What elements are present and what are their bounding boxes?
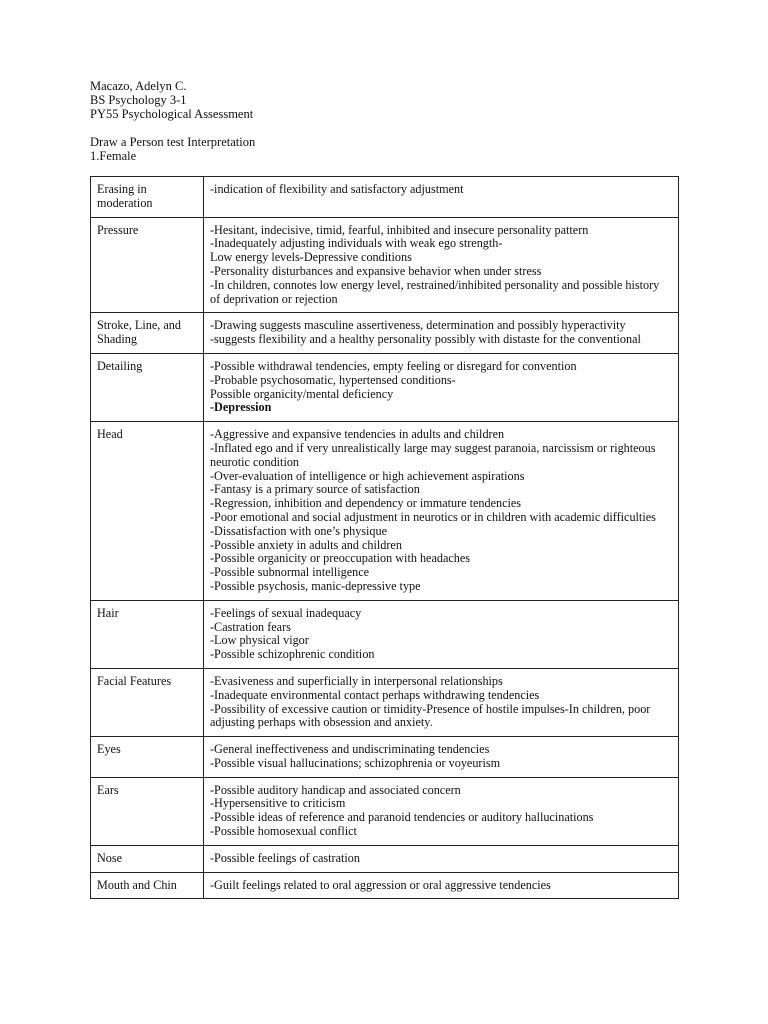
category-cell: Detailing [91,353,204,421]
table-row [91,668,679,736]
interpretation-cell [204,422,679,601]
interpretation-line: -Possible visual hallucinations; schizophrenia or voyeurism [210,755,501,770]
interpretation-line: -Personality disturbances and expansive behavior when under stress [210,263,542,278]
interpretation-line: -Regression, inhibition and dependency or immature tendencies [210,496,522,511]
interpretation-line: -Possible subnormal intelligence [210,565,370,580]
interpretation-line: -Over-evaluation of intelligence or high achievement aspirations [210,468,525,483]
interpretation-table-body [91,177,679,899]
interpretation-line: -Possible ideas of reference and paranoid tendencies or auditory hallucinations [210,810,594,825]
interpretation-line: -Dissatisfaction with one’s physique [210,523,388,538]
interpretation-line: -Inadequately adjusting individuals with weak ego strength- [210,236,503,251]
interpretation-cell [204,668,679,736]
table-row [91,777,679,845]
interpretation-line: -suggests flexibility and a healthy personality possibly with distaste for the conventional [210,332,641,347]
interpretation-line: -Aggressive and expansive tendencies in adults and children [210,427,505,442]
interpretation-line: -Inflated ego and if very unrealistically large may suggest paranoia, narcissism or righteous neurotic condition [210,440,656,469]
interpretation-line: -Possible anxiety in adults and children [210,537,402,552]
interpretation-line: -Possible organicity or preoccupation with headaches [210,551,471,566]
table-row [91,217,679,313]
interpretation-line: -Castration fears [210,619,291,634]
category-cell: Ears [91,777,204,845]
interpretation-cell [204,353,679,421]
category-cell: Head [91,422,204,601]
category-cell: Nose [91,845,204,872]
interpretation-cell [204,737,679,778]
interpretation-line: Low energy levels-Depressive conditions [210,250,412,265]
interpretation-line: -Possibility of excessive caution or timidity-Presence of hostile impulses-In children, poor adjusting perhaps with obsession and anxiety. [210,701,651,730]
category-cell: Stroke, Line, and Shading [91,313,204,354]
interpretation-line: -Hesitant, indecisive, timid, fearful, inhibited and insecure personality pattern [210,222,589,237]
category-cell: Hair [91,600,204,668]
interpretation-line: -General ineffectiveness and undiscriminating tendencies [210,742,490,757]
section-label: 1.Female [90,149,137,163]
table-row [91,313,679,354]
table-row [91,422,679,601]
interpretation-line: -Inadequate environmental contact perhaps withdrawing tendencies [210,687,540,702]
table-row [91,353,679,421]
student-name: Macazo, Adelyn C. [90,79,187,93]
table-row [91,177,679,218]
interpretation-line: -Evasiveness and superficially in interpersonal relationships [210,673,503,688]
table-row [91,872,679,899]
interpretation-line: -Possible schizophrenic condition [210,647,375,662]
interpretation-line: -Possible auditory handicap and associated concern [210,782,461,797]
table-row [91,845,679,872]
interpretation-cell [204,217,679,313]
interpretation-cell [204,845,679,872]
category-cell: Facial Features [91,668,204,736]
interpretation-line: -Poor emotional and social adjustment in neurotics or in children with academic difficulties [210,509,656,524]
interpretation-cell [204,177,679,218]
interpretation-line: Possible organicity/mental deficiency [210,386,394,401]
document-header [90,79,255,163]
category-cell: Erasing in moderation [91,177,204,218]
interpretation-cell [204,872,679,899]
interpretation-line: -Possible withdrawal tendencies, empty feeling or disregard for convention [210,358,577,373]
interpretation-line: -Possible psychosis, manic-depressive type [210,578,421,593]
interpretation-line: -Guilt feelings related to oral aggression or oral aggressive tendencies [210,877,551,892]
interpretation-line: -Low physical vigor [210,633,309,648]
table-row [91,737,679,778]
category-cell: Eyes [91,737,204,778]
interpretation-cell [204,600,679,668]
interpretation-line-bold: -Depression [210,400,272,415]
interpretation-line: -Possible homosexual conflict [210,824,357,839]
subject-line: PY55 Psychological Assessment [90,107,254,121]
category-cell: Mouth and Chin [91,872,204,899]
interpretation-line: -Hypersensitive to criticism [210,796,346,811]
interpretation-cell [204,313,679,354]
interpretation-cell [204,777,679,845]
table-row [91,600,679,668]
interpretation-line: -In children, connotes low energy level, restrained/inhibited personality and possible history of deprivation or rejection [210,277,660,306]
course-line: BS Psychology 3-1 [90,93,187,107]
test-title: Draw a Person test Interpretation [90,135,256,149]
interpretation-line: -indication of flexibility and satisfactory adjustment [210,182,464,196]
header-spacer [90,121,255,135]
interpretation-line: -Possible feelings of castration [210,850,360,865]
interpretation-line: -Probable psychosomatic, hypertensed conditions- [210,372,456,387]
interpretation-table [90,176,679,899]
interpretation-line: -Fantasy is a primary source of satisfaction [210,482,420,497]
category-cell: Pressure [91,217,204,313]
interpretation-line: -Feelings of sexual inadequacy [210,605,362,620]
interpretation-line: -Drawing suggests masculine assertiveness, determination and possibly hyperactivity [210,318,626,333]
